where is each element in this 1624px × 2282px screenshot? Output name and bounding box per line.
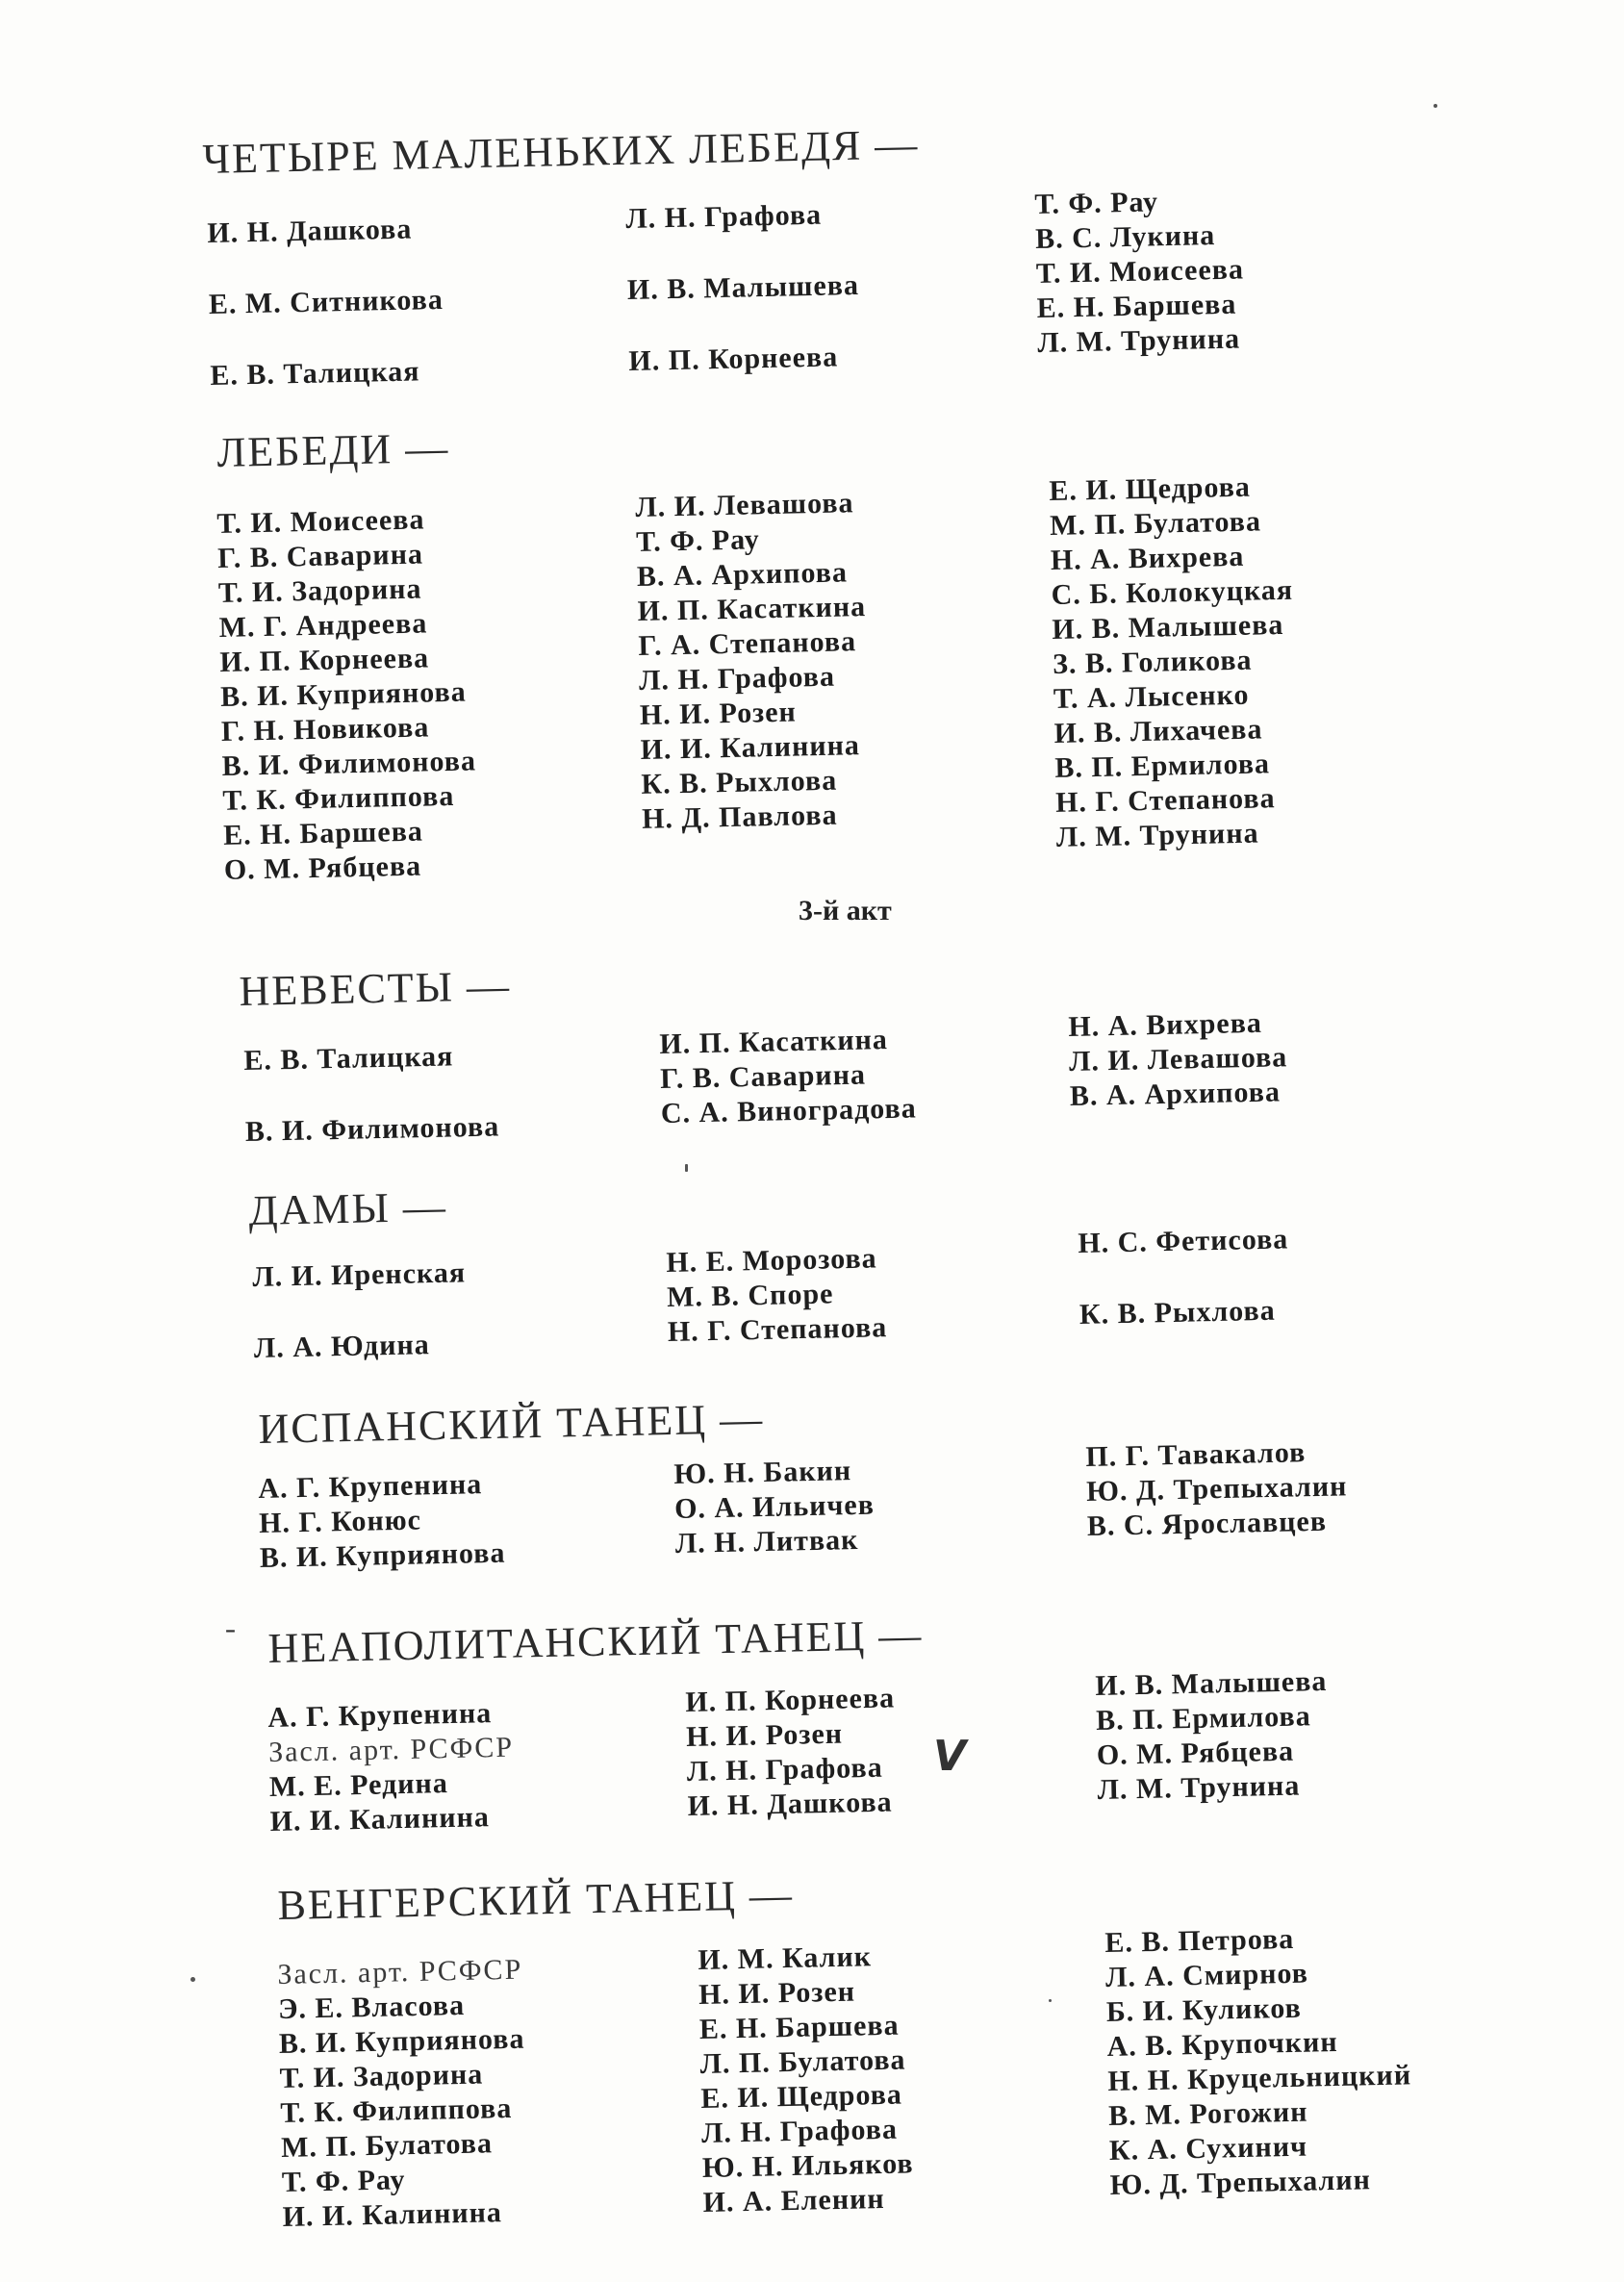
performer-name: Л. П. Булатова: [699, 2043, 906, 2080]
swans-col-1: [216, 501, 479, 887]
performer-name: Н. Н. Круцельницкий: [1107, 2059, 1412, 2097]
performer-name: Е. Н. Баршева: [698, 2009, 900, 2045]
performer-name: О. М. Рябцева: [223, 849, 422, 886]
performer-name: Ю. Д. Трепыхалин: [1085, 1470, 1348, 1508]
performer-name: М. В. Споре: [666, 1278, 834, 1313]
scan-speck: [1049, 1999, 1052, 2002]
brides-col-3: [1068, 1005, 1288, 1114]
performer-name: Е. В. Петрова: [1104, 1922, 1295, 1959]
performer-name: В. П. Ермилова: [1095, 1700, 1312, 1737]
performer-name: Т. Ф. Рау: [281, 2164, 406, 2198]
performer-name: Е. Н. Баршева: [222, 815, 424, 851]
neapolitan-col-1-rest: [269, 1765, 516, 1839]
performer-name: Л. М. Трунина: [1055, 817, 1259, 853]
performer-name: Л. Н. Литвак: [674, 1523, 859, 1559]
performer-name: Л. И. Левашова: [1068, 1041, 1288, 1078]
swans-col-2: [635, 486, 871, 837]
performer-name: Г. А. Степанова: [638, 625, 857, 662]
performer-name: С. Б. Колокуцкая: [1051, 573, 1294, 611]
performer-name: Т. Ф. Рау: [1034, 186, 1159, 220]
four-swans-col-1: [207, 212, 446, 430]
scan-speck: [685, 1164, 688, 1172]
performer-name: П. Г. Тавакалов: [1085, 1436, 1307, 1473]
performer-name: Н. А. Вихрева: [1068, 1006, 1263, 1043]
performer-name: К. В. Рыхлова: [1078, 1294, 1277, 1331]
performer-name: И. Н. Дашкова: [687, 1786, 893, 1822]
ladies-col-2: [666, 1241, 888, 1350]
performer-name: И. А. Еленин: [702, 2182, 885, 2219]
performer-name: Н. Г. Конюс: [258, 1504, 422, 1539]
performer-name: Е. И. Щедрова: [1049, 470, 1252, 507]
performer-name: М. П. Булатова: [280, 2127, 494, 2164]
performer-name: Ю. Н. Ильяков: [701, 2147, 914, 2184]
performer-name: Л. И. Левашова: [635, 487, 854, 523]
performer-name: Л. Н. Графова: [638, 660, 836, 697]
performer-name: Э. Е. Власова: [277, 1989, 466, 2025]
performer-name: И. П. Корнеева: [219, 642, 430, 678]
performer-name: Л. А. Смирнов: [1104, 1957, 1309, 1993]
performer-name: И. В. Малышева: [626, 268, 860, 306]
performer-name: В. П. Ермилова: [1054, 748, 1271, 784]
performer-name: А. Г. Крупенина: [258, 1468, 483, 1505]
performer-name: Е. М. Ситникова: [208, 283, 444, 320]
performer-name: В. И. Куприянова: [259, 1536, 506, 1574]
performer-name: О. А. Ильичев: [673, 1488, 875, 1525]
scan-speck: [190, 1977, 195, 1982]
performer-name: Л. Н. Графова: [700, 2113, 899, 2149]
performer-name: В. А. Архипова: [1069, 1076, 1281, 1112]
performer-name: З. В. Голикова: [1052, 644, 1253, 680]
act-3-label: 3-й акт: [799, 895, 892, 926]
performer-name: М. Г. Андреева: [218, 607, 428, 644]
performer-name: Е. В. Талицкая: [243, 1040, 454, 1077]
ladies-col-3: [1078, 1222, 1291, 1369]
performer-name: Ю. Д. Трепыхалин: [1109, 2164, 1372, 2201]
performer-name: Н. И. Розен: [685, 1717, 844, 1753]
performer-name: К. А. Сухинич: [1108, 2130, 1308, 2167]
performer-name: Т. К. Филиппова: [222, 779, 455, 817]
performer-name: О. М. Рябцева: [1096, 1735, 1295, 1771]
hungarian-col-1: [277, 1953, 529, 2235]
performer-name: Т. И. Моисеева: [216, 503, 425, 540]
performer-name: Н. И. Розен: [698, 1975, 856, 2011]
performer-name: И. М. Калик: [698, 1940, 873, 1976]
performer-name: В. М. Рогожин: [1107, 2095, 1308, 2132]
performer-name: И. П. Корнеева: [685, 1682, 896, 1718]
performer-name: Г. Н. Новикова: [220, 711, 430, 748]
performer-name: Е. В. Талицкая: [210, 355, 420, 392]
performer-name: В. И. Куприянова: [219, 675, 468, 713]
performer-name: Т. А. Лысенко: [1053, 678, 1250, 715]
neapolitan-col-1-first: А. Г. Крупенина: [267, 1697, 493, 1734]
hungarian-col-3: [1104, 1919, 1414, 2203]
performer-name: И. П. Корнеева: [628, 341, 839, 377]
performer-name: Л. Н. Графова: [686, 1751, 883, 1788]
neapolitan-honored-artist-title: Засл. арт. РСФСР: [267, 1731, 515, 1768]
ladies-col-1: [252, 1255, 469, 1403]
performer-name: К. В. Рыхлова: [641, 764, 838, 800]
performer-name: Л. М. Трунина: [1037, 322, 1241, 359]
brides-col-1: [243, 1038, 500, 1186]
performer-name: И. Н. Дашкова: [207, 213, 413, 249]
hungarian-honored-artist-title: Засл. арт. РСФСР: [277, 1953, 523, 1990]
checkmark-icon: V: [933, 1732, 967, 1781]
performer-name: В. И. Филимонова: [244, 1110, 500, 1148]
performer-name: Н. А. Вихрева: [1050, 540, 1245, 576]
neapolitan-col-1: [267, 1696, 516, 1839]
performer-name: Е. И. Щедрова: [700, 2078, 903, 2115]
performer-name: В. С. Ярославцев: [1086, 1505, 1328, 1542]
performer-name: Е. Н. Баршева: [1036, 288, 1237, 324]
brides-heading: НЕВЕСТЫ —: [239, 962, 512, 1015]
performer-name: Н. С. Фетисова: [1078, 1223, 1289, 1259]
hungarian-dance-heading: ВЕНГЕРСКИЙ ТАНЕЦ —: [277, 1870, 795, 1929]
performer-name: И. И. Калинина: [640, 729, 861, 766]
performer-name: В. А. Архипова: [636, 556, 849, 593]
dash-mark: ˉ: [223, 1626, 238, 1660]
performer-name: И. В. Лихачева: [1053, 713, 1263, 749]
performer-name: Т. И. Моисеева: [1035, 253, 1245, 290]
four-swans-col-3: [1034, 183, 1246, 360]
performer-name: С. А. Виноградова: [660, 1092, 918, 1129]
performer-name: Л. Н. Графова: [625, 198, 823, 235]
performer-name: Г. В. Саварина: [659, 1058, 867, 1095]
performer-name: А. В. Крупочкин: [1106, 2025, 1338, 2063]
performer-name: Л. М. Трунина: [1097, 1769, 1301, 1806]
performer-name: Т. К. Филиппова: [280, 2092, 513, 2129]
performer-name: И. И. Калинина: [282, 2196, 503, 2233]
performer-name: Н. Г. Степанова: [1054, 782, 1276, 819]
performer-name: Н. Г. Степанова: [667, 1311, 888, 1348]
performer-name: Г. В. Саварина: [216, 538, 424, 574]
performer-name: И. В. Малышева: [1095, 1664, 1328, 1702]
performer-name: Н. Е. Морозова: [666, 1242, 877, 1279]
performer-name: М. Е. Редина: [268, 1767, 449, 1803]
performer-name: Т. И. Задорина: [217, 572, 422, 609]
spanish-col-2: [673, 1454, 875, 1561]
ladies-heading: ДАМЫ —: [248, 1182, 448, 1234]
neapolitan-dance-heading: НЕАПОЛИТАНСКИЙ ТАНЕЦ —: [267, 1610, 924, 1672]
scan-speck: [1434, 104, 1437, 108]
performer-name: В. И. Филимонова: [221, 745, 477, 782]
performer-name: Ю. Н. Бакин: [673, 1455, 852, 1490]
performer-name: Л. И. Иренская: [252, 1256, 467, 1293]
four-swans-heading: ЧЕТЫРЕ МАЛЕНЬКИХ ЛЕБЕДЯ —: [202, 120, 920, 183]
swans-heading: ЛЕБЕДИ —: [216, 423, 450, 476]
neapolitan-col-2: [685, 1681, 898, 1824]
performer-name: Т. И. Задорина: [279, 2058, 484, 2094]
spanish-dance-heading: ИСПАНСКИЙ ТАНЕЦ —: [258, 1394, 765, 1453]
swans-col-3: [1049, 469, 1299, 855]
performer-name: Т. Ф. Рау: [635, 523, 761, 558]
performer-name: Б. И. Куликов: [1105, 1991, 1303, 2028]
spanish-col-3: [1085, 1434, 1348, 1544]
performer-name: И. П. Касаткина: [637, 591, 867, 627]
hungarian-col-2: [698, 1939, 915, 2220]
performer-name: Н. И. Розен: [639, 696, 798, 731]
performer-name: В. С. Лукина: [1034, 219, 1216, 255]
performer-name: В. И. Куприянова: [278, 2022, 525, 2060]
performer-name: И. И. Калинина: [269, 1801, 491, 1838]
four-swans-col-2: [625, 197, 862, 416]
hungarian-col-1-names: [278, 1988, 529, 2235]
performer-name: И. П. Касаткина: [659, 1024, 889, 1060]
performer-name: Н. Д. Павлова: [641, 799, 838, 835]
performer-name: Л. А. Юдина: [253, 1329, 431, 1364]
performer-name: М. П. Булатова: [1049, 505, 1262, 542]
neapolitan-col-3: [1095, 1664, 1330, 1808]
performer-name: И. В. Малышева: [1052, 608, 1284, 646]
spanish-col-1: [258, 1467, 506, 1576]
brides-col-2: [659, 1022, 917, 1131]
